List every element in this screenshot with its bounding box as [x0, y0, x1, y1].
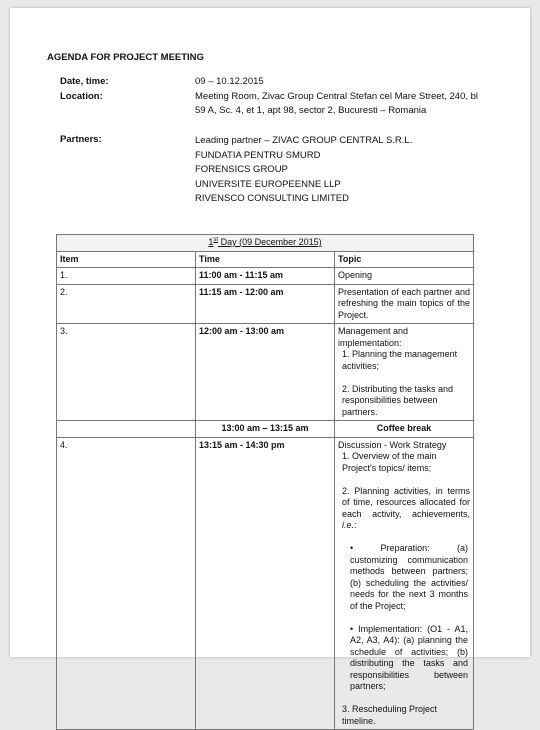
document-title: AGENDA FOR PROJECT MEETING — [47, 52, 204, 63]
topic-bullet: • Preparation: (a) customizing communication methods between partners; (b) scheduling the activities/ needs for the next 3 months of the Project; — [350, 543, 468, 611]
row-time: 12:00 am - 13:00 am — [196, 324, 335, 421]
row-time: 13:15 am - 14:30 pm — [196, 437, 335, 730]
row-time: 11:15 am - 12:00 am — [196, 284, 335, 324]
document-page — [10, 8, 530, 726]
topic-subitem: 1. Overview of the main Project's topics/ items; — [342, 451, 437, 473]
header-topic: Topic — [335, 251, 474, 268]
row-item: 3. — [57, 324, 196, 421]
row-topic: Opening — [335, 268, 474, 285]
partner-item: RIVENSCO CONSULTING LIMITED — [195, 193, 349, 204]
subitem-text: 2. Planning activities, in terms of time, resources allocated for each activity, achievements, — [342, 485, 470, 519]
partner-item: UNIVERSITE EUROPEENNE LLP — [195, 179, 341, 190]
location-label: Location: — [60, 91, 103, 102]
topic-subitem: 3. Rescheduling Project timeline. — [342, 704, 438, 726]
date-value: 09 – 10.12.2015 — [195, 76, 264, 87]
break-row — [57, 421, 474, 438]
row-item — [57, 421, 196, 438]
topic-title: Management and implementation: — [338, 326, 409, 348]
table-row — [57, 324, 474, 421]
row-time: 11:00 am - 11:15 am — [196, 268, 335, 285]
agenda-table — [56, 234, 474, 730]
header-row — [57, 251, 474, 268]
row-item: 1. — [57, 268, 196, 285]
day-number: 1 — [208, 237, 214, 247]
day-header-row — [57, 235, 474, 252]
row-time: 13:00 am – 13:15 am — [196, 421, 335, 438]
location-line-1: Meeting Room, Zivac Group Central Stefan cel Mare Street, 240, bl — [195, 91, 479, 102]
partner-item: FORENSICS GROUP — [195, 164, 288, 175]
row-item: 4. — [57, 437, 196, 730]
table-row — [57, 437, 474, 730]
location-line-2: 59 A, Sc. 4, et 1, apt 98, sector 2, Bucuresti – Romania — [195, 105, 427, 116]
row-topic — [335, 437, 474, 730]
day-title: Day (09 December 2015) — [218, 237, 322, 247]
subitem-tail: : — [354, 520, 357, 530]
topic-subitem — [338, 486, 470, 532]
row-topic — [335, 324, 474, 421]
partner-item: Leading partner – ZIVAC GROUP CENTRAL S.R.L. — [195, 135, 413, 146]
date-label: Date, time: — [60, 76, 109, 87]
day-ordinal: st — [213, 237, 219, 243]
topic-subitem: 2. Distributing the tasks and responsibilities between partners. — [342, 383, 454, 417]
topic-bullet: • Implementation: (O1 - A1, A2, A3, A4): (a) planning the schedule of activities; (b) distributing the tasks and responsibilities between partners; — [350, 623, 468, 691]
topic-subitem: 1. Planning the management activities; — [342, 349, 458, 371]
row-item: 2. — [57, 284, 196, 324]
topic-title: Discussion - Work Strategy — [338, 439, 447, 450]
partner-item: FUNDATIA PENTRU SMURD — [195, 150, 321, 161]
row-topic: Presentation of each partner and refreshing the main topics of the Project. — [335, 284, 474, 324]
partners-label: Partners: — [60, 134, 102, 145]
table-row — [57, 284, 474, 324]
day-header — [57, 235, 474, 252]
header-item: Item — [57, 251, 196, 268]
table-row — [57, 268, 474, 285]
subitem-ie: i.e. — [342, 520, 355, 530]
header-time: Time — [196, 251, 335, 268]
row-topic: Coffee break — [335, 421, 474, 438]
